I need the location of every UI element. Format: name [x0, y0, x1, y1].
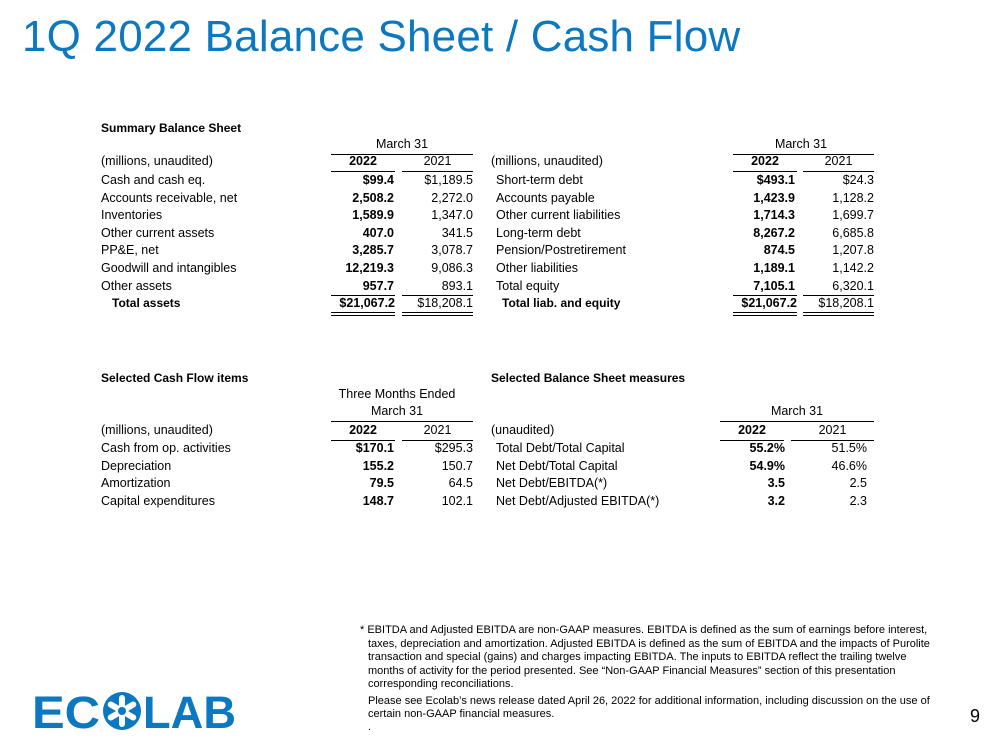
- value-2021: 1,699.7: [832, 208, 874, 223]
- table-row: [496, 225, 874, 243]
- value-2022: 957.7: [362, 278, 394, 293]
- measures-table: [496, 440, 867, 510]
- row-label: Other assets: [101, 278, 172, 293]
- liab-period-header: March 31: [774, 137, 828, 151]
- footnote: [360, 624, 940, 732]
- value-2021: 150.7: [441, 458, 473, 473]
- svg-text:LAB: LAB: [143, 687, 236, 736]
- row-label: Cash and cash eq.: [101, 173, 206, 187]
- row-label: Goodwill and intangibles: [101, 260, 237, 275]
- assets-col-2021: 2021: [402, 153, 473, 172]
- liab-total-double-rule-2022: [733, 312, 797, 316]
- value-2022: 3.5: [767, 476, 785, 491]
- value-2022: 7,105.1: [753, 278, 795, 293]
- page-number: 9: [970, 706, 981, 726]
- cash-flow-col-2021: 2021: [402, 422, 473, 441]
- value-2021: 3,078.7: [431, 243, 473, 258]
- total-liab-2021: $18,208.1: [818, 296, 874, 310]
- value-2022: 1,189.1: [753, 260, 795, 275]
- table-row: [496, 458, 867, 476]
- value-2021: 6,320.1: [832, 278, 874, 293]
- row-label: Amortization: [101, 476, 171, 491]
- value-2021: $1,189.5: [424, 173, 473, 187]
- total-liab-label: Total liab. and equity: [502, 296, 621, 310]
- row-label: PP&E, net: [101, 243, 159, 258]
- total-assets-2021: $18,208.1: [417, 296, 473, 310]
- footnote-news-release: Please see Ecolab’s news release dated April 26, 2022 for additional information, including discussion on the use of certain non-GAAP financial measures.: [368, 694, 930, 720]
- table-row: [101, 225, 473, 243]
- value-2022: 155.2: [362, 458, 394, 473]
- page-title: 1Q 2022 Balance Sheet / Cash Flow: [22, 12, 741, 61]
- table-row: [496, 278, 874, 296]
- row-label: Net Debt/EBITDA(*): [496, 476, 608, 491]
- value-2021: 9,086.3: [431, 260, 473, 275]
- balance-sheet-section-title: Summary Balance Sheet: [101, 121, 242, 135]
- assets-total-double-rule-2021: [402, 312, 473, 316]
- row-label: Long-term debt: [496, 225, 581, 240]
- value-2022: 79.5: [369, 476, 394, 491]
- table-row: [496, 475, 867, 493]
- assets-unit-label: (millions, unaudited): [101, 154, 213, 168]
- value-2021: 51.5%: [831, 441, 867, 455]
- liab-col-2021: 2021: [803, 153, 874, 172]
- row-label: Other current assets: [101, 225, 215, 240]
- assets-period-header: March 31: [375, 137, 429, 151]
- value-2022: 12,219.3: [345, 260, 394, 275]
- value-2021: 1,207.8: [832, 243, 874, 258]
- liab-col-2022: 2022: [733, 153, 797, 172]
- value-2022: 55.2%: [749, 441, 785, 455]
- table-row: [496, 207, 874, 225]
- table-row: [101, 190, 473, 208]
- liab-unit-label: (millions, unaudited): [491, 154, 603, 168]
- table-row: [101, 278, 473, 296]
- row-label: Total Debt/Total Capital: [496, 441, 625, 455]
- row-label: Other liabilities: [496, 260, 578, 275]
- table-row: [101, 493, 473, 511]
- cash-flow-table: [101, 440, 473, 510]
- value-2022: 8,267.2: [753, 225, 795, 240]
- row-label: Inventories: [101, 208, 163, 223]
- value-2021: 46.6%: [831, 458, 867, 473]
- row-label: Short-term debt: [496, 173, 583, 187]
- table-row: [101, 172, 473, 190]
- table-row: [496, 260, 874, 278]
- value-2021: $24.3: [842, 173, 874, 187]
- value-2021: 2.3: [849, 493, 867, 508]
- value-2021: 2,272.0: [431, 190, 473, 205]
- total-assets-2022: $21,067.2: [339, 296, 395, 310]
- value-2021: 1,142.2: [832, 260, 874, 275]
- value-2022: 1,714.3: [753, 208, 795, 223]
- liab-total-double-rule-2021: [803, 312, 874, 316]
- row-label: Accounts receivable, net: [101, 190, 238, 205]
- measures-col-2022: 2022: [720, 422, 784, 441]
- footnote-trailing-period: .: [368, 720, 372, 733]
- table-row: [496, 190, 874, 208]
- table-row: [496, 172, 874, 190]
- value-2022: $170.1: [355, 441, 394, 455]
- measures-period-header: March 31: [770, 404, 824, 418]
- table-row: [496, 440, 867, 458]
- measures-col-2021: 2021: [791, 422, 874, 441]
- row-label: Depreciation: [101, 458, 172, 473]
- value-2022: 874.5: [763, 243, 795, 258]
- value-2021: 102.1: [441, 493, 473, 508]
- cash-flow-unit-label: (millions, unaudited): [101, 423, 213, 437]
- row-label: Total equity: [496, 278, 560, 293]
- row-label: Net Debt/Adjusted EBITDA(*): [496, 493, 660, 508]
- value-2022: $493.1: [756, 173, 795, 187]
- cash-flow-section-title: Selected Cash Flow items: [101, 371, 249, 385]
- assets-table: [101, 172, 473, 295]
- table-row: [101, 242, 473, 260]
- value-2021: 1,128.2: [832, 190, 874, 205]
- table-row: [101, 458, 473, 476]
- table-row: [101, 475, 473, 493]
- value-2021: $295.3: [434, 441, 473, 455]
- value-2022: 1,423.9: [753, 190, 795, 205]
- value-2021: 6,685.8: [832, 225, 874, 240]
- assets-col-2022: 2022: [331, 153, 395, 172]
- liabilities-table: [496, 172, 874, 295]
- value-2022: 1,589.9: [352, 208, 394, 223]
- value-2021: 893.1: [441, 278, 473, 293]
- assets-total-double-rule-2022: [331, 312, 395, 316]
- value-2022: 148.7: [362, 493, 394, 508]
- ecolab-star-logo-icon: [32, 686, 237, 736]
- table-row: [496, 242, 874, 260]
- table-row: [496, 493, 867, 511]
- row-label: Net Debt/Total Capital: [496, 458, 618, 473]
- table-row: [101, 260, 473, 278]
- row-label: Accounts payable: [496, 190, 595, 205]
- value-2021: 2.5: [849, 476, 867, 491]
- total-assets-label: Total assets: [112, 296, 181, 310]
- ecolab-logo: [32, 686, 237, 736]
- row-label: Capital expenditures: [101, 493, 215, 508]
- table-row: [101, 207, 473, 225]
- svg-text:EC: EC: [32, 687, 100, 736]
- value-2022: 407.0: [362, 225, 394, 240]
- value-2022: $99.4: [362, 173, 394, 187]
- value-2021: 64.5: [448, 476, 473, 491]
- value-2021: 1,347.0: [431, 208, 473, 223]
- measures-section-title: Selected Balance Sheet measures: [491, 371, 686, 385]
- cash-flow-period-header-1: Three Months Ended: [338, 387, 456, 401]
- row-label: Pension/Postretirement: [496, 243, 626, 258]
- footnote-ebitda-definition: * EBITDA and Adjusted EBITDA are non-GAAP measures. EBITDA is defined as the sum of earnings before interest, taxes, depreciation and amortization. Adjusted EBITDA is defined as the sum of EBITDA and the impacts of Purolite transaction and special (gains) and charges impacting EBITDA. The inputs to EBITDA reflect the trailing twelve months of activity for the period presented. See “Non-GAAP Financial Measures” section of this presentation corresponding reconciliations.: [360, 624, 930, 690]
- row-label: Other current liabilities: [496, 208, 621, 223]
- value-2022: 3.2: [767, 493, 785, 508]
- value-2021: 341.5: [441, 225, 473, 240]
- measures-unit-label: (unaudited): [491, 423, 555, 437]
- table-row: [101, 440, 473, 458]
- cash-flow-period-header-2: March 31: [370, 404, 424, 418]
- value-2022: 2,508.2: [352, 190, 394, 205]
- total-liab-2022: $21,067.2: [741, 296, 797, 310]
- cash-flow-col-2022: 2022: [331, 422, 395, 441]
- value-2022: 54.9%: [749, 458, 785, 473]
- row-label: Cash from op. activities: [101, 441, 231, 455]
- value-2022: 3,285.7: [352, 243, 394, 258]
